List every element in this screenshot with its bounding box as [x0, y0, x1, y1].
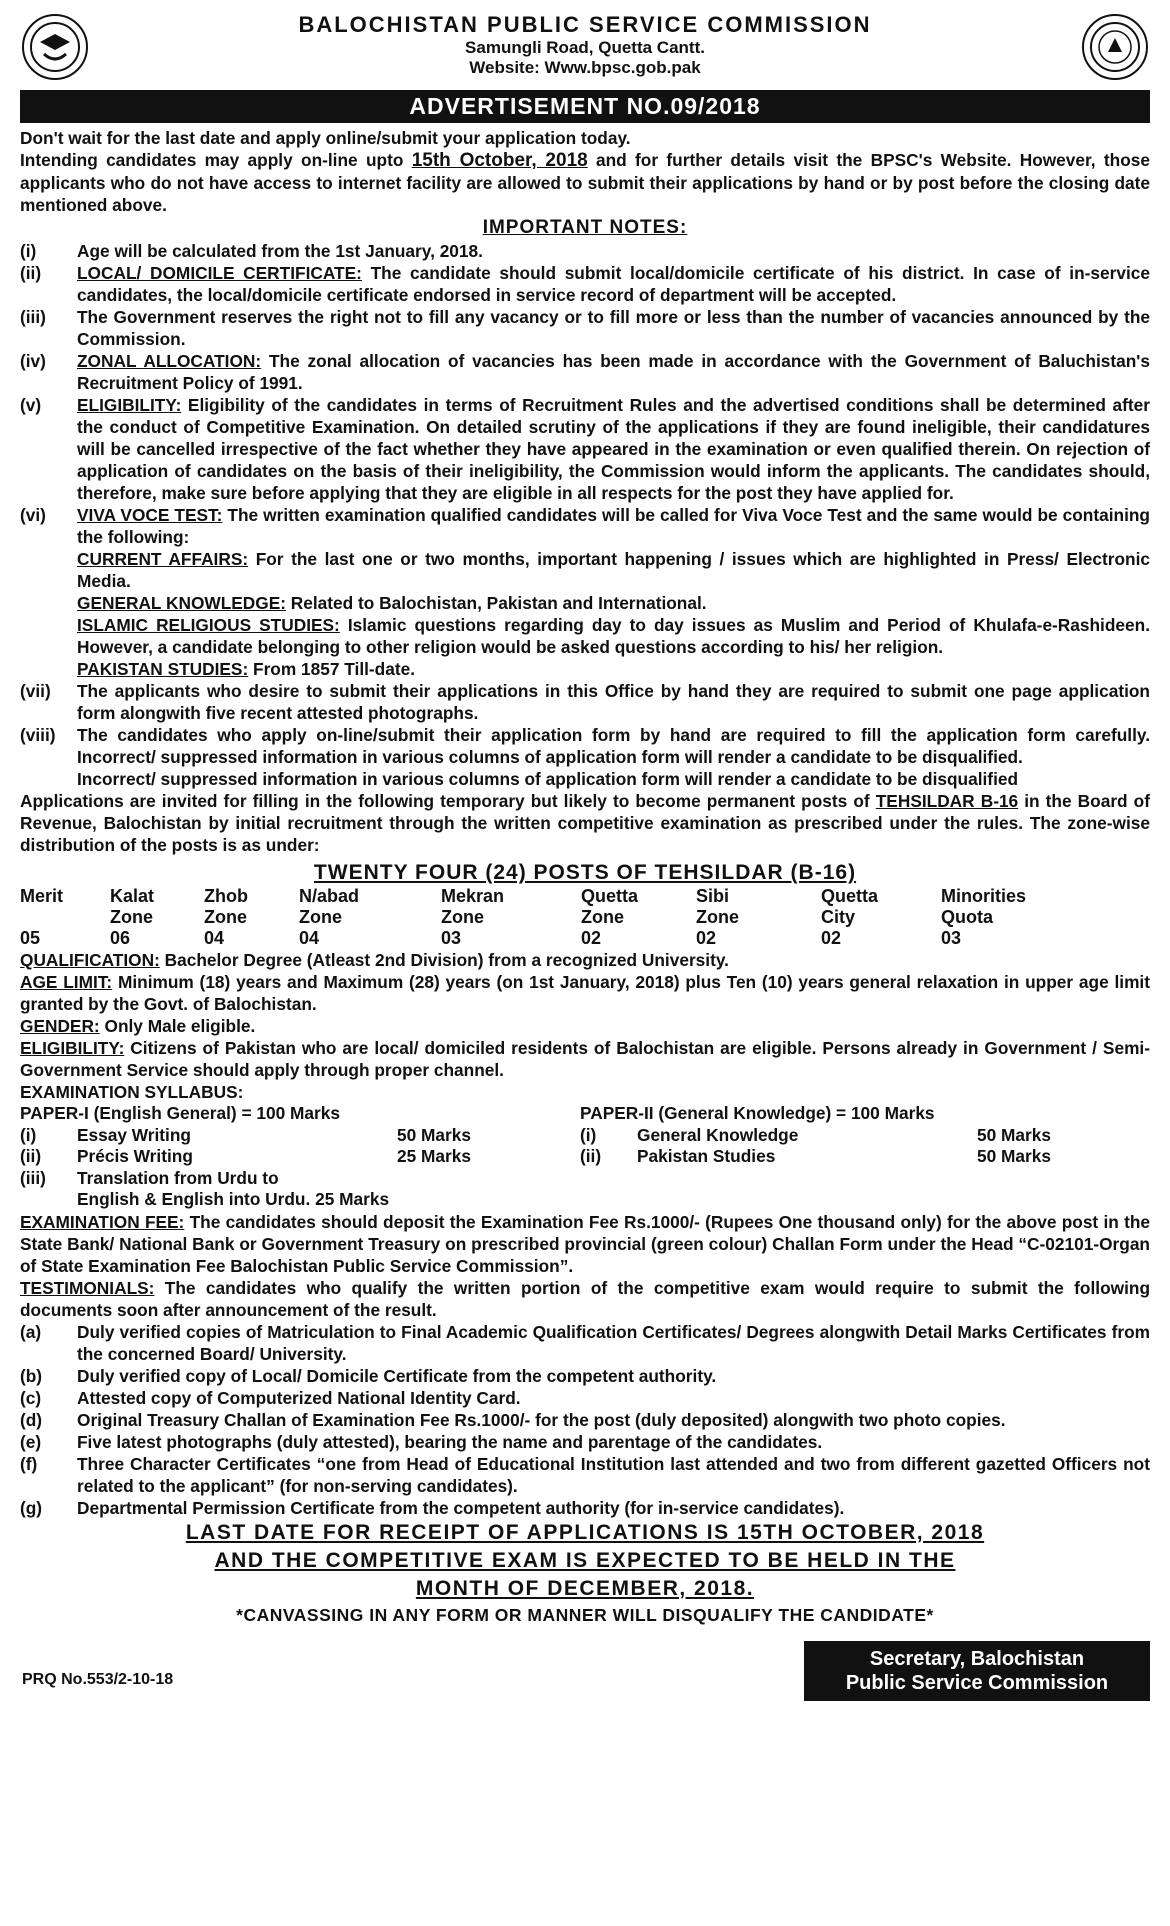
apply-date: 15th October, 2018	[411, 150, 588, 171]
bpsc-logo-left	[22, 14, 88, 80]
address: Samungli Road, Quetta Cantt.	[465, 38, 705, 57]
note-iii: (iii) The Government reserves the right not to fill any vacancy or to fill more or less than the number of vacancies announced by the Commission.	[20, 307, 1150, 349]
age-limit: AGE LIMIT: Minimum (18) years and Maximum (28) years (on 1st January, 2018) plus Ten (10) years general relaxation in upper age limit granted by the Govt. of Balochistan.	[20, 972, 1150, 1014]
gender: GENDER: Only Male eligible.	[20, 1016, 256, 1036]
prq-number: PRQ No.553/2-10-18	[22, 1670, 174, 1688]
doc-b: (b) Duly verified copy of Local/ Domicile Certificate from the competent authority.	[20, 1365, 717, 1386]
header	[20, 12, 1150, 84]
important-notes-heading: IMPORTANT NOTES:	[482, 217, 688, 238]
applications-invited: Applications are invited for filling in the following temporary but likely to become permanent posts of TEHSILDAR B-16 in the Board of Revenue, Balochistan by initial recruitment through the written competitive examination as prescribed under the rules. The zone-wise distribution of the posts is as under:	[20, 791, 1150, 855]
zone-quetta: Quetta Zone 02	[581, 886, 639, 948]
viva-current-affairs: CURRENT AFFAIRS: For the last one or two months, important happening / issues which are highlighted in Press/ Electronic Media.	[77, 549, 1150, 591]
intro-paragraph: Intending candidates may apply on-line upto 15th October, 2018 and for further details visit the BPSC's Website. However, those applicants who do not have access to internet facility are allowed to submit their applications by hand or by post before the closing date mentioned above.	[20, 150, 1150, 215]
footer	[20, 1627, 1150, 1707]
exam-month: MONTH OF DECEMBER, 2018.	[415, 1576, 755, 1600]
zone-distribution	[20, 886, 1150, 949]
doc-d: (d) Original Treasury Challan of Examination Fee Rs.1000/- for the post (duly deposited) alongwith two photo copies.	[20, 1409, 1006, 1430]
paper-1: PAPER-I (English General) = 100 Marks (i) Essay Writing 50 Marks (ii) Précis Writing 25 Marks (iii) Translation from Urdu to English & English into Urdu. 25 Marks	[20, 1103, 471, 1209]
viva-islamic-studies: ISLAMIC RELIGIOUS STUDIES: Islamic questions regarding day to day issues as Muslim and Period of Khulafa-e-Rashideen. However, a candidate belonging to other religion would be asked questions according to his/ her religion.	[77, 615, 1150, 657]
syllabus-heading: EXAMINATION SYLLABUS:	[20, 1082, 244, 1102]
exam-notice: AND THE COMPETITIVE EXAM IS EXPECTED TO BE HELD IN THE	[214, 1548, 956, 1572]
posts-title: TWENTY FOUR (24) POSTS OF TEHSILDAR (B-16)	[313, 861, 857, 884]
zone-minorities: Minorities Quota 03	[941, 886, 1027, 948]
zone-quetta-city: Quetta City 02	[821, 886, 879, 948]
note-viii-extra: Incorrect/ suppressed information in various columns of application form will render a candidate to be disqualified	[77, 769, 1019, 789]
doc-a: (a) Duly verified copies of Matriculation to Final Academic Qualification Certificates/ Degrees alongwith Detail Marks Certificates from the concerned Board/ University.	[20, 1321, 1150, 1364]
examination-fee: EXAMINATION FEE: The candidates should deposit the Examination Fee Rs.1000/- (Rupees One thousand only) for the above post in the State Bank/ National Bank or Government Treasury on prescribed provincial (green colour) Challan Form under the Head “C-02101-Organ of State Examination Fee Balochistan Public Service Commission”.	[20, 1211, 1150, 1276]
syllabus	[20, 1103, 1150, 1211]
note-i: (i) Age will be calculated from the 1st January, 2018.	[20, 241, 483, 261]
secretary-signature-box: Secretary, Balochistan Public Service Commission	[804, 1641, 1150, 1701]
viva-general-knowledge: GENERAL KNOWLEDGE: Related to Balochistan, Pakistan and International.	[77, 593, 707, 613]
note-viii: (viii) The candidates who apply on-line/submit their application form by hand are required to fill the application form carefully. Incorrect/ suppressed information in various columns of application form will render a candidate to be disqualified.	[20, 725, 1150, 767]
zone-nasirabad: N/abad Zone 04	[299, 886, 360, 948]
commission-title: BALOCHISTAN PUBLIC SERVICE COMMISSION	[298, 12, 872, 37]
last-date-notice: LAST DATE FOR RECEIPT OF APPLICATIONS IS 15TH OCTOBER, 2018	[185, 1520, 985, 1544]
advertisement-number-bar: ADVERTISEMENT NO.09/2018	[20, 90, 1150, 123]
note-iv: (iv) ZONAL ALLOCATION: The zonal allocation of vacancies has been made in accordance with the Government of Baluchistan's Recruitment Policy of 1991.	[20, 351, 1150, 393]
note-vi: (vi) VIVA VOCE TEST: The written examination qualified candidates will be called for Viva Voce Test and the same would be containing the following:	[20, 505, 1150, 547]
eligibility: ELIGIBILITY: Citizens of Pakistan who are local/ domiciled residents of Balochistan are eligible. Persons already in Government / Semi-Government Service should apply through proper channel.	[20, 1038, 1150, 1080]
viva-pakistan-studies: PAKISTAN STUDIES: From 1857 Till-date.	[77, 659, 416, 679]
intro-line: Don't wait for the last date and apply online/submit your application today.	[20, 128, 631, 148]
testimonials: TESTIMONIALS: The candidates who qualify the written portion of the competitive exam would require to submit the following documents soon after announcement of the result.	[20, 1277, 1150, 1320]
website: Website: Www.bpsc.gob.pak	[469, 58, 701, 77]
zone-zhob: Zhob Zone 04	[204, 886, 248, 948]
government-seal-right	[1082, 14, 1148, 80]
zone-kalat: Kalat Zone 06	[110, 886, 155, 948]
zone-sibi: Sibi Zone 02	[696, 886, 739, 948]
paper-2: PAPER-II (General Knowledge) = 100 Marks (i) General Knowledge 50 Marks (ii) Pakistan Studies 50 Marks	[580, 1103, 1051, 1166]
note-v: (v) ELIGIBILITY: Eligibility of the candidates in terms of Recruitment Rules and the advertised conditions shall be determined after the conduct of Competitive Examination. On detailed scrutiny of the applications if they are found ineligible, their candidatures will be cancelled irrespective of the fact whether they have appeared in the examination or even qualified therein. On rejection of application of candidates on the basis of their ineligibility, the Commission would inform the applicants. The candidates should, therefore, make sure before applying that they are eligible in all respects for the post they have applied for.	[20, 395, 1150, 503]
zone-merit: Merit 05	[20, 886, 64, 948]
doc-f: (f) Three Character Certificates “one from Head of Educational Institution last attended and two from different gazetted Officers not related to the applicant” (for non-serving candidates).	[20, 1453, 1150, 1496]
zone-mekran: Mekran Zone 03	[441, 886, 505, 948]
doc-e: (e) Five latest photographs (duly attested), bearing the name and parentage of the candidates.	[20, 1431, 823, 1452]
doc-g: (g) Departmental Permission Certificate from the competent authority (for in-service candidates).	[20, 1497, 845, 1518]
canvassing-warning: *CANVASSING IN ANY FORM OR MANNER WILL DISQUALIFY THE CANDIDATE*	[236, 1604, 934, 1625]
note-ii: (ii) LOCAL/ DOMICILE CERTIFICATE: The candidate should submit local/domicile certificate of his district. In case of in-service candidates, the local/domicile certificate endorsed in service record of department will be accepted.	[20, 263, 1150, 305]
qualification: QUALIFICATION: Bachelor Degree (Atleast 2nd Division) from a recognized University.	[20, 950, 729, 970]
doc-c: (c) Attested copy of Computerized National Identity Card.	[20, 1387, 521, 1408]
note-vii: (vii) The applicants who desire to submit their applications in this Office by hand they are required to submit one page application form alongwith five recent attested photographs.	[20, 681, 1150, 723]
